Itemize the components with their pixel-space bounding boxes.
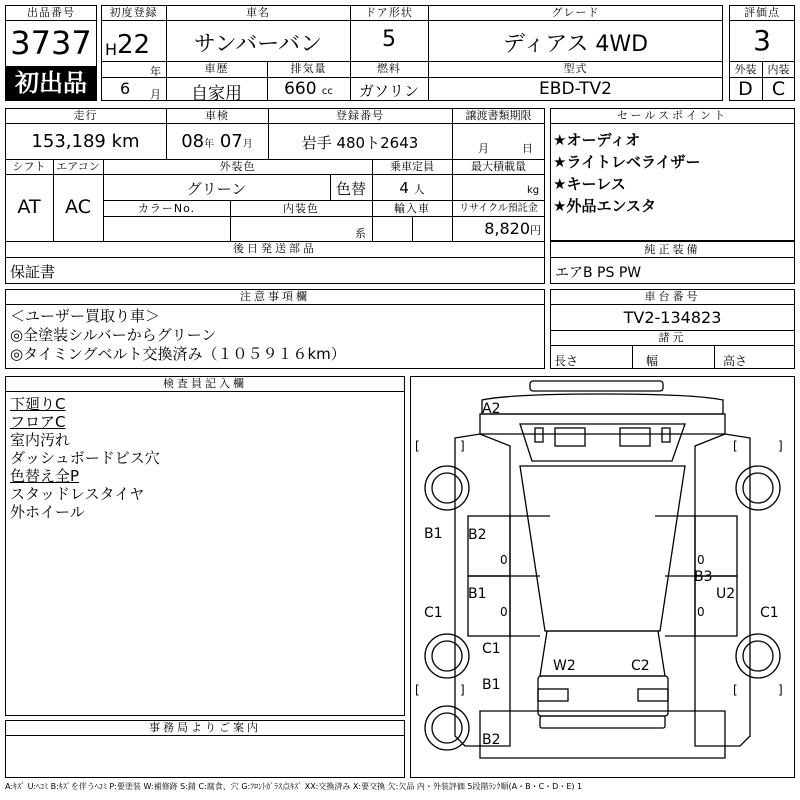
sales-point-item: ★キーレス <box>553 175 626 193</box>
damage-mark: C1 <box>424 605 443 621</box>
rear-bumper-upper <box>540 716 665 728</box>
shift-label: シフト <box>12 160 46 173</box>
fuel-value: ガソリン <box>358 82 419 100</box>
capacity-value: 4 人 <box>399 179 425 197</box>
svg-text:]: ] <box>778 683 783 697</box>
note-line: ＜ユーザー買取り車＞ <box>10 307 161 325</box>
rear-panel <box>480 711 725 758</box>
recycle-value: 8,820円 <box>484 219 541 238</box>
int-score-value: C <box>771 78 786 100</box>
inspector-label: 検査員記入欄 <box>163 377 247 390</box>
office-label: 事務局よりご案内 <box>149 721 261 734</box>
first-listing-badge: 初出品 <box>6 66 96 100</box>
svg-text:0: 0 <box>500 553 508 567</box>
inspection-value: 08年 07月 <box>181 131 253 152</box>
cowl-left <box>555 428 585 446</box>
car-name-value: サンバーバン <box>193 32 323 57</box>
first-reg-year: 22 <box>117 30 151 60</box>
lot-label: 出品番号 <box>27 6 75 19</box>
damage-mark: U2 <box>716 586 736 602</box>
tail-lamp-right <box>638 689 668 701</box>
damage-mark: B1 <box>482 677 501 693</box>
ext-score-label: 外装 <box>734 63 757 76</box>
color-no-label: カラーNo. <box>137 202 196 215</box>
first-reg-month: 6 <box>120 79 131 98</box>
inspector-line: 室内汚れ <box>10 431 71 449</box>
shift-value: AT <box>17 196 41 218</box>
first-reg-era: H <box>105 40 118 59</box>
svg-text:[: [ <box>733 439 738 453</box>
svg-text:0: 0 <box>697 553 705 567</box>
tail-lamp-left <box>538 689 568 701</box>
car-diagram <box>410 376 795 778</box>
wiper-right <box>662 428 670 442</box>
cowl-right <box>620 428 650 446</box>
interior-color-unit: 系 <box>355 227 366 240</box>
width-label: 幅 <box>646 354 659 368</box>
sales-points-label: セールスポイント <box>616 109 728 122</box>
damage-mark: B2 <box>482 732 501 748</box>
displacement-value: 660 cc <box>284 79 333 99</box>
front-panel <box>482 394 723 414</box>
legend: A:ｷｽﾞ U:ﾍｺﾐ B:ｷｽﾞを伴うﾍｺﾐ P:要塗装 W:補修跡 S:錆 C:腐食、穴 G:ﾌﾛﾝﾄｶﾞﾗｽ点ｷｽﾞ XX:交換済み X:要交換 欠:欠品 内・外装評価 5段階ﾗﾝｸ順(A・B・C・D・E) 1 <box>5 782 583 791</box>
model-value: EBD-TV2 <box>539 79 612 99</box>
max-load-label: 最大積載量 <box>471 160 526 173</box>
max-load-unit: kg <box>527 185 540 196</box>
svg-text:]: ] <box>778 439 783 453</box>
chassis-value: TV2-134823 <box>623 308 722 327</box>
damage-mark: A2 <box>482 401 501 417</box>
doors-label: ドア形状 <box>365 6 413 19</box>
note-line: ◎タイミングベルト交換済み（１０５９１６km） <box>10 345 346 363</box>
mileage-label: 走行 <box>73 109 98 122</box>
car-name-label: 車名 <box>246 6 270 19</box>
damage-mark: C1 <box>482 641 501 657</box>
import-label: 輸入車 <box>394 202 430 215</box>
first-reg-label: 初度登録 <box>109 6 158 19</box>
mileage-value: 153,189 km <box>31 131 140 152</box>
fuel-label: 燃料 <box>377 62 401 75</box>
interior-color-label: 内装色 <box>283 202 319 215</box>
front-bumper <box>530 381 663 391</box>
exterior-color-label: 外装色 <box>219 160 256 173</box>
score-value: 3 <box>753 24 771 57</box>
windshield <box>520 424 685 461</box>
model-label: 型式 <box>563 62 588 75</box>
notes-lines <box>10 307 346 364</box>
sales-point-item: ★オーディオ <box>553 131 641 149</box>
svg-text:]: ] <box>460 439 465 453</box>
svg-text:[: [ <box>733 683 738 697</box>
chassis-label: 車台番号 <box>644 290 701 303</box>
inspector-lines <box>10 395 160 521</box>
inspector-line: 下廻りC <box>10 395 66 413</box>
grade-value: ディアス 4WD <box>502 32 649 57</box>
lot-number: 3737 <box>10 24 92 62</box>
damage-mark: C2 <box>631 658 650 674</box>
first-reg-month-unit: 月 <box>150 88 161 101</box>
inspector-line: 外ホイール <box>10 503 85 521</box>
aircon-value: AC <box>65 196 91 218</box>
transfer-day-unit: 日 <box>522 142 533 155</box>
sales-point-item: ★外品エンスタ <box>553 197 656 215</box>
transfer-month-unit: 月 <box>478 142 489 155</box>
inspector-line: 色替え全P <box>10 467 80 485</box>
later-parts-label: 後日発送部品 <box>233 242 317 255</box>
grade-label: グレード <box>551 6 600 19</box>
first-reg-year-unit: 年 <box>150 65 161 78</box>
transfer-label: 譲渡書類期限 <box>465 109 532 122</box>
damage-mark: B1 <box>424 526 443 542</box>
wiper-left <box>535 428 543 442</box>
inspector-line: フロアC <box>10 413 66 431</box>
svg-text:]: ] <box>460 683 465 697</box>
sales-points-list <box>553 129 701 217</box>
inspector-line: スタッドレスタイヤ <box>10 485 145 503</box>
history-label: 車歴 <box>204 62 229 75</box>
right-front-door <box>695 516 737 576</box>
repaint-mark: 色替 <box>335 180 366 198</box>
roof <box>520 466 685 631</box>
history-value: 自家用 <box>191 84 242 104</box>
inspector-line: ダッシュボードビス穴 <box>10 449 160 467</box>
registration-value: 岩手 480ト2643 <box>301 134 419 152</box>
svg-text:[: [ <box>415 439 420 453</box>
equipment-label: 純正装備 <box>644 243 701 256</box>
int-score-label: 内装 <box>767 63 790 76</box>
notes-label: 注意事項欄 <box>240 290 310 303</box>
damage-mark: W2 <box>553 658 576 674</box>
damage-mark: C1 <box>760 605 779 621</box>
note-line: ◎全塗装シルバーからグリーン <box>10 326 217 344</box>
svg-text:0: 0 <box>500 605 508 619</box>
later-parts-value: 保証書 <box>10 263 56 281</box>
registration-label: 登録番号 <box>336 109 384 122</box>
aircon-label: エアコン <box>56 160 100 173</box>
left-front-door <box>468 516 510 576</box>
damage-mark: B2 <box>468 527 487 543</box>
svg-text:0: 0 <box>697 605 705 619</box>
damage-mark: B1 <box>468 586 487 602</box>
score-label: 評価点 <box>744 6 780 19</box>
damage-mark: B3 <box>694 569 713 585</box>
capacity-label: 乗車定員 <box>390 160 434 173</box>
height-label: 高さ <box>723 354 748 368</box>
equipment-value: エアB PS PW <box>555 265 642 281</box>
recycle-label: リサイクル預託金 <box>459 203 538 214</box>
exterior-color-value: グリーン <box>186 180 247 198</box>
svg-text:[: [ <box>415 683 420 697</box>
tailgate <box>538 676 668 716</box>
displacement-label: 排気量 <box>290 62 327 75</box>
length-label: 長さ <box>554 354 579 368</box>
inspection-label: 車検 <box>205 109 229 122</box>
ext-score-value: D <box>738 78 753 100</box>
sales-point-item: ★ライトレベライザー <box>553 153 701 171</box>
doors-value: 5 <box>382 27 396 52</box>
dimensions-label: 諸元 <box>658 331 687 344</box>
